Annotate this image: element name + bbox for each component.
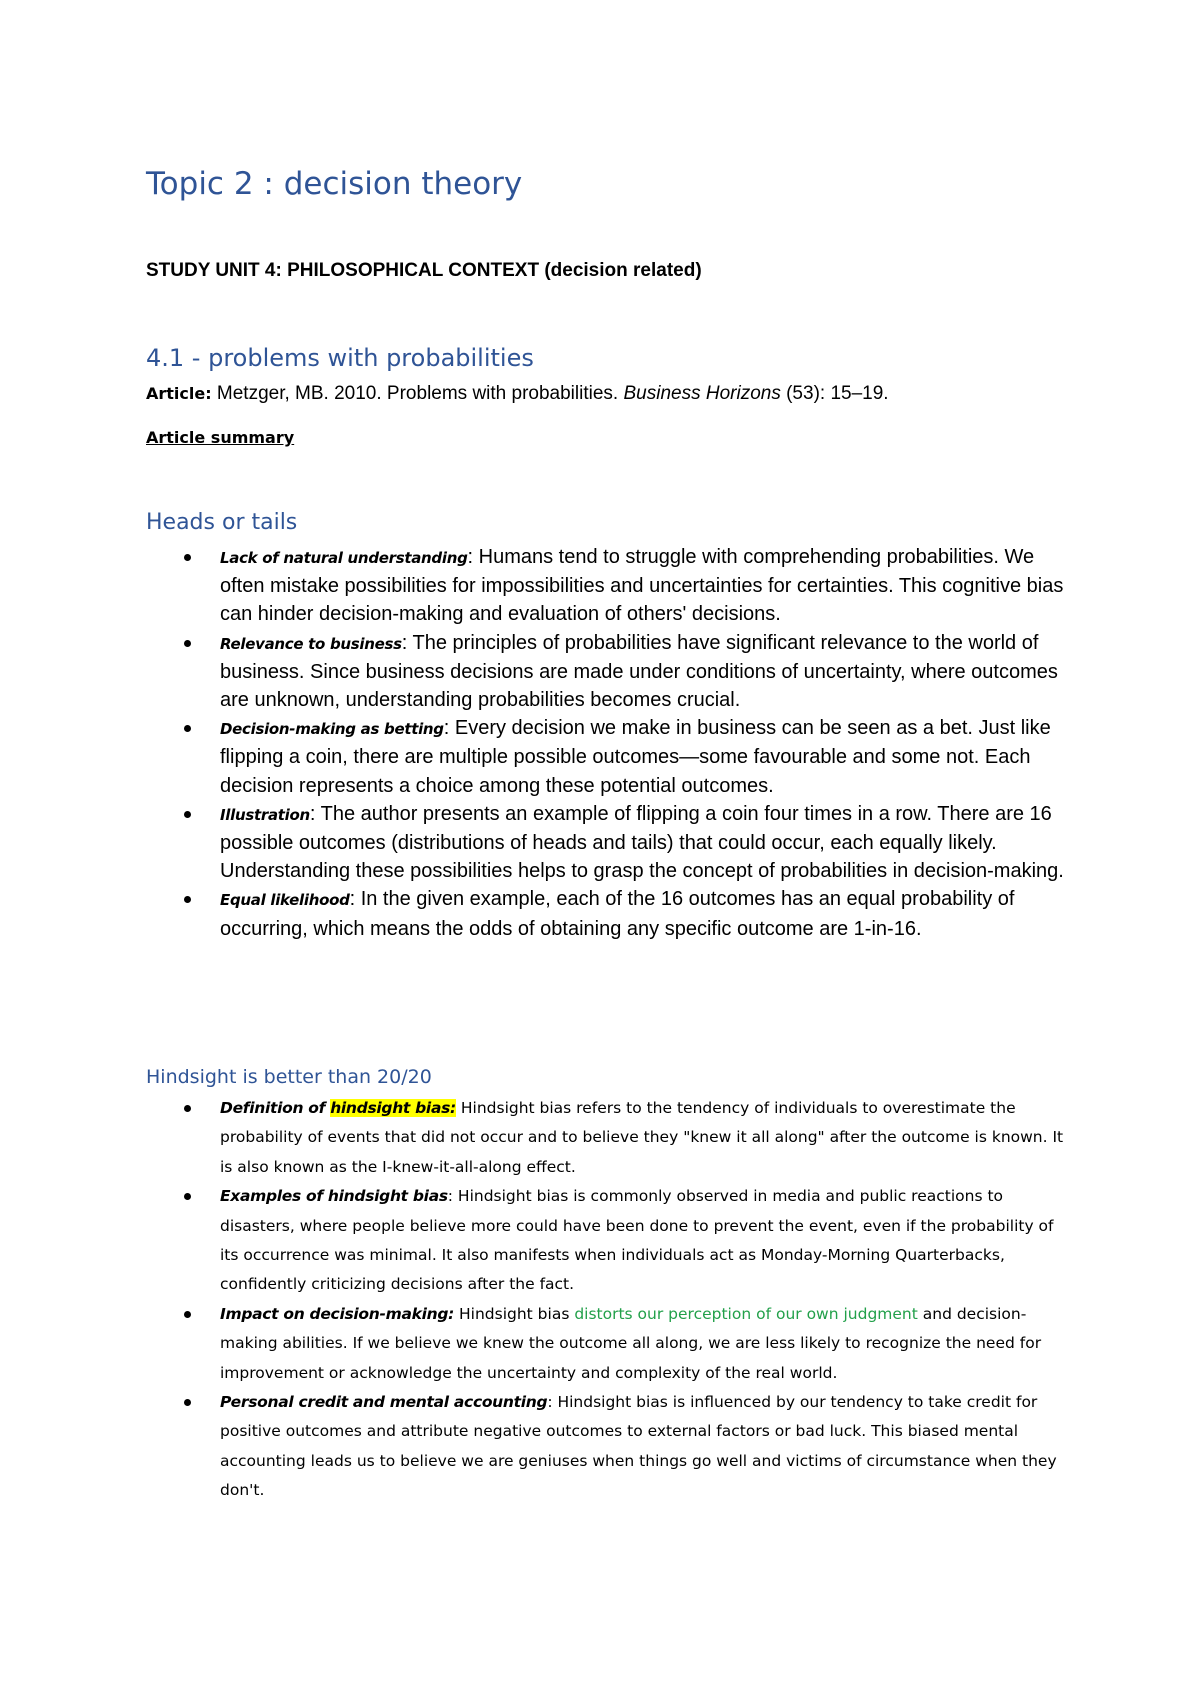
- list-item-term: Definition of: [220, 1099, 331, 1117]
- list-item-text: Humans tend to struggle with comprehending probabilities. We often mistake possibilities for impossibilities and uncertainties for certainties. This cognitive bias can hinder decision-making and evaluation of others' decisions.: [220, 546, 1064, 626]
- bullet-icon: [184, 1193, 191, 1200]
- list-item-term: Personal credit and mental accounting: [220, 1393, 548, 1412]
- list-item-sep: :: [309, 802, 321, 825]
- list-item: [146, 885, 1076, 942]
- bullet-icon: [184, 640, 191, 647]
- list-item-text: Hindsight bias refers to the tendency of individuals to overestimate the probability of events that did not occur and to believe they "knew it all along" after the outcome is known. It is also known as the I-knew-it-all-along effect.: [220, 1099, 1064, 1176]
- bullet-icon: [184, 1105, 191, 1112]
- section-heading: 4.1 - problems with probabilities: [146, 344, 534, 372]
- list-item-text-after: and decision-making abilities. If we believe we knew the outcome all along, we are less likely to recognize the need for improvement or acknowledge the uncertainty and complexity of the real world.: [220, 1304, 1042, 1382]
- list-item-term: Impact on decision-making:: [220, 1304, 455, 1323]
- bullet-icon: [184, 554, 191, 561]
- article-text-before: Metzger, MB. 2010. Problems with probabilities.: [211, 383, 624, 404]
- list-item: [146, 1182, 1076, 1300]
- hindsight-list: [146, 1094, 1076, 1506]
- highlighted-term: hindsight bias:: [330, 1099, 456, 1117]
- list-item-term: Lack of natural understanding: [220, 549, 468, 567]
- list-item-sep: :: [467, 546, 479, 568]
- list-item-term: Illustration: [220, 805, 310, 824]
- bullet-icon: [184, 896, 191, 903]
- list-item-term: Decision-making as betting: [220, 720, 444, 739]
- bullet-icon: [184, 1399, 191, 1406]
- article-summary-heading: Article summary: [146, 428, 295, 447]
- document-title: Topic 2 : decision theory: [146, 166, 523, 202]
- hindsight-heading: Hindsight is better than 20/20: [146, 1066, 432, 1088]
- list-item: [146, 714, 1076, 800]
- list-item-sep: :: [401, 631, 413, 654]
- list-item-sep: :: [443, 717, 455, 740]
- list-item-text-before: Hindsight bias: [454, 1304, 575, 1323]
- list-item: [146, 1388, 1076, 1506]
- list-item: [146, 1300, 1076, 1388]
- list-item-text: Every decision we make in business can be seen as a bet. Just like flipping a coin, there are multiple possible outcomes—some favourable and some not. Each decision represents a choice among these potential outcomes.: [220, 717, 1051, 797]
- list-item-term: Equal likelihood: [220, 891, 350, 910]
- list-item: [146, 800, 1076, 886]
- list-item-term: Relevance to business: [220, 634, 402, 653]
- list-item-text: : Hindsight bias is commonly observed in media and public reactions to disasters, where people believe more could have been done to prevent the event, even if the probability of its occurrence was minimal. It also manifests when individuals act as Monday-Morning Quarterbacks, confidently criticizing decisions after the fact.: [220, 1187, 1054, 1294]
- list-item: [146, 1094, 1076, 1182]
- list-item-sep: :: [349, 888, 361, 911]
- heads-or-tails-list: [146, 543, 1076, 943]
- article-citation: [146, 383, 889, 405]
- bullet-icon: [184, 725, 191, 732]
- list-item: [146, 543, 1076, 629]
- heads-or-tails-heading: Heads or tails: [146, 510, 298, 535]
- article-label: Article:: [146, 384, 212, 403]
- green-text: distorts our perception of our own judgment: [574, 1304, 918, 1323]
- list-item: [146, 629, 1076, 715]
- list-item-text: In the given example, each of the 16 outcomes has an equal probability of occurring, which means the odds of obtaining any specific outcome are 1-in-16.: [220, 888, 1015, 940]
- article-journal: Business Horizons: [623, 383, 781, 404]
- list-item-term: Examples of hindsight bias: [220, 1187, 448, 1206]
- bullet-icon: [184, 1311, 191, 1318]
- list-item-text: The principles of probabilities have significant relevance to the world of business. Since business decisions are made under conditions of uncertainty, where outcomes are unknown, understanding probabilities becomes crucial.: [220, 631, 1058, 712]
- list-item-text: The author presents an example of flipping a coin four times in a row. There are 16 possible outcomes (distributions of heads and tails) that could occur, each equally likely. Understanding these possibilities helps to grasp the concept of probabilities in decision-making.: [220, 802, 1064, 883]
- study-unit-heading: STUDY UNIT 4: PHILOSOPHICAL CONTEXT (decision related): [146, 260, 702, 281]
- article-text-after: (53): 15–19.: [780, 383, 889, 404]
- bullet-icon: [184, 811, 191, 818]
- list-item-text: : Hindsight bias is influenced by our tendency to take credit for positive outcomes and attribute negative outcomes to external factors or bad luck. This biased mental accounting leads us to believe we are geniuses when things go well and victims of circumstance when they don't.: [220, 1393, 1057, 1500]
